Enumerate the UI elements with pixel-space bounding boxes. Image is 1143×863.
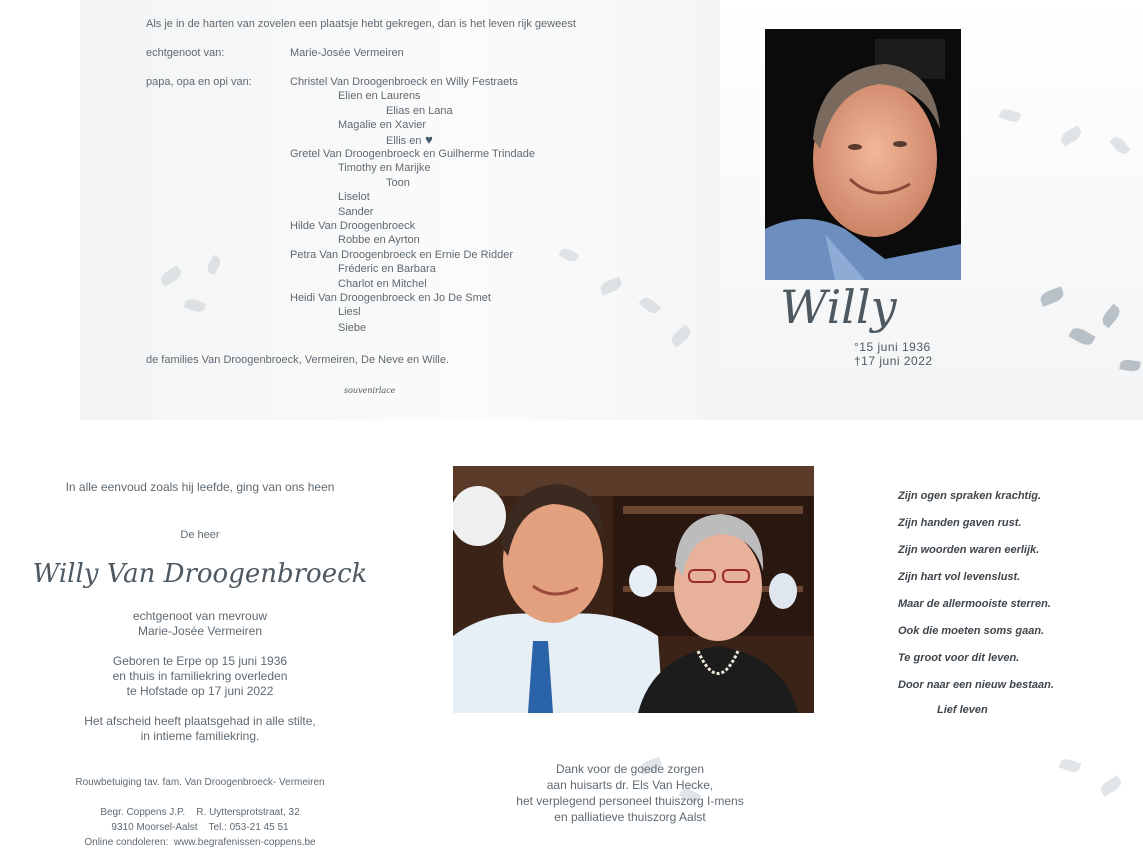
spouse-line-1: echtgenoot van mevrouw <box>132 609 268 623</box>
family-line: Liselot <box>338 191 370 204</box>
family-line: Hilde Van Droogenbroeck <box>290 220 416 232</box>
death-date: †17 juni 2022 <box>854 354 933 368</box>
family-line: Heidi Van Droogenbroeck en Jo De Smet <box>290 292 491 304</box>
online-condolence: Online condoleren: www.begrafenissen-coppens.be <box>84 837 316 848</box>
thanks-line-2: aan huisarts dr. Els Van Hecke, <box>546 778 714 792</box>
honorific: De heer <box>180 529 220 541</box>
poem-line: Door naar een nieuw bestaan. <box>898 679 1054 691</box>
condolence-line: Rouwbetuiging tav. fam. Van Droogenbroeck- Vermeiren <box>75 777 325 788</box>
family-line: Sander <box>338 205 374 218</box>
family-line: Timothy en Marijke <box>338 162 431 175</box>
family-line: Magalie en Xavier <box>338 119 427 132</box>
spouse-label: echtgenoot van: <box>146 47 225 59</box>
heart-icon: ♥ <box>421 131 433 147</box>
birth-line-3: te Hofstade op 17 juni 2022 <box>126 684 274 698</box>
address-line-1: Begr. Coppens J.P. R. Uyttersprotstraat, 32 <box>100 807 300 818</box>
brand-logo: souvenirlace <box>344 386 396 395</box>
family-line: Toon <box>386 176 410 189</box>
family-line: Elien en Laurens <box>338 90 421 103</box>
family-line: Charlot en Mitchel <box>338 277 427 290</box>
poem-line: Zijn hart vol levenslust. <box>898 571 1021 583</box>
thanks-line-3: het verplegend personeel thuiszorg I-mens <box>516 794 744 808</box>
poem-line: Zijn woorden waren eerlijk. <box>898 544 1040 556</box>
poem-line: Zijn handen gaven rust. <box>898 517 1022 529</box>
full-name-script: Willy Van Droogenbroeck <box>32 559 368 589</box>
family-line: Gretel Van Droogenbroeck en Guilherme Trindade <box>290 148 535 160</box>
bottom-intro: In alle eenvoud zoals hij leefde, ging van ons heen <box>65 480 335 494</box>
family-line: Ellis en ♥ <box>386 131 433 147</box>
family-line: Elias en Lana <box>386 104 453 117</box>
spouse-line-2: Marie-Josée Vermeiren <box>137 624 263 638</box>
farewell-line-2: in intieme familiekring. <box>140 729 260 743</box>
birth-line-2: en thuis in familiekring overleden <box>112 669 288 683</box>
spouse-name: Marie-Josée Vermeiren <box>290 47 404 59</box>
poem-closing: Lief leven <box>937 704 988 716</box>
couple-photo <box>453 466 814 713</box>
family-label: papa, opa en opi van: <box>146 76 252 88</box>
thanks-line-1: Dank voor de goede zorgen <box>555 762 705 776</box>
poem-line: Maar de allermooiste sterren. <box>898 598 1051 610</box>
family-line: Liesl <box>338 306 361 319</box>
family-line: Petra Van Droogenbroeck en Ernie De Ridder <box>290 248 513 261</box>
poem-line: Ook die moeten soms gaan. <box>898 625 1045 637</box>
intro-text: Als je in de harten van zovelen een plaatsje hebt gekregen, dan is het leven rijk geweest <box>146 18 576 30</box>
family-line: Siebe <box>338 322 367 334</box>
families-text: de families Van Droogenbroeck, Vermeiren, De Neve en Wille. <box>146 354 450 366</box>
farewell-line-1: Het afscheid heeft plaatsgehad in alle stilte, <box>84 714 316 728</box>
poem-line: Zijn ogen spraken krachtig. <box>898 490 1042 502</box>
birth-date: °15 juni 1936 <box>854 340 931 354</box>
address-line-2: 9310 Moorsel-Aalst Tel.: 053-21 45 51 <box>111 822 289 833</box>
birth-line-1: Geboren te Erpe op 15 juni 1936 <box>112 654 288 668</box>
thanks-line-4: en palliatieve thuiszorg Aalst <box>554 810 706 824</box>
family-line: Robbe en Ayrton <box>338 234 420 247</box>
script-name: Willy <box>780 280 897 334</box>
family-line: Fréderic en Barbara <box>338 263 436 276</box>
poem-line: Te groot voor dit leven. <box>898 652 1020 664</box>
portrait-photo <box>765 29 961 280</box>
family-line: Christel Van Droogenbroeck en Willy Festraets <box>290 76 518 88</box>
